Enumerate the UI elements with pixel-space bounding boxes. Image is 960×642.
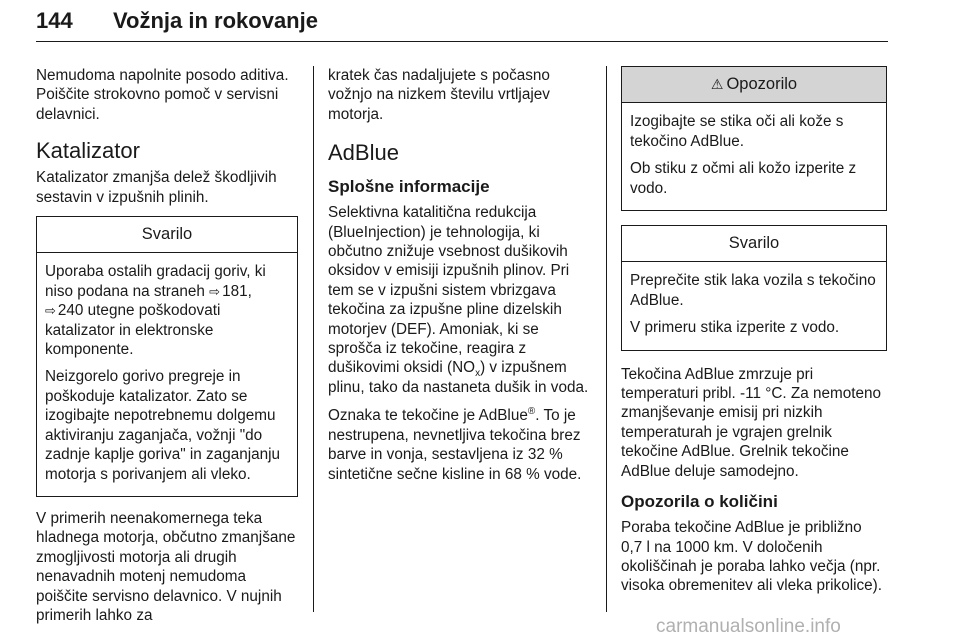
watermark: carmanualsonline.info <box>656 616 841 637</box>
svarilo-paragraph-1 <box>45 262 289 359</box>
column-divider-1 <box>313 66 314 612</box>
adblue-paragraph-1 <box>328 203 594 397</box>
adblue-p1-b: ) v izpušnem plinu, tako da nastaneta dušik in voda. <box>328 359 589 396</box>
page-number: 144 <box>36 8 73 33</box>
svarilo-box-2-title: Svarilo <box>622 226 886 262</box>
registered-mark: ® <box>527 406 536 418</box>
opozorilo-box-title <box>622 67 886 103</box>
page-ref-240[interactable]: 240 utegne poškodovati katalizator in elektronske komponente. <box>45 302 221 359</box>
column-divider-2 <box>606 66 607 612</box>
heading-katalizator: Katalizator <box>36 138 140 164</box>
freeze-paragraph: Tekočina AdBlue zmrzuje pri temperaturi pribl. -11 °C. Za nemoteno zmanjševanje emisij pri nizkih temperaturah je vgrajen grelnik tekočine AdBlue. Grelnik tekočine AdBlue deluje samodejno. <box>621 365 882 480</box>
opozorilo-box-body <box>622 103 886 210</box>
svarilo-2-paragraph-2: V primeru stika izperite z vodo. <box>630 319 840 337</box>
svarilo-box <box>36 216 298 497</box>
adblue-paragraph-2 <box>328 406 594 484</box>
opozorilo-paragraph-2: Ob stiku z očmi ali kožo izperite z vodo. <box>630 160 857 197</box>
subheading-splosne: Splošne informacije <box>328 177 490 197</box>
svarilo-box-2 <box>621 225 887 351</box>
page-reference-icon[interactable]: ⇨ <box>45 303 56 319</box>
svarilo-box-title: Svarilo <box>37 217 297 253</box>
opozorilo-box <box>621 66 887 211</box>
intro-paragraph: Nemudoma napolnite posodo aditiva. Poiščite strokovno pomoč v servisni delavnici. <box>36 67 289 123</box>
column-left <box>36 66 298 634</box>
opozorilo-title-text: Opozorilo <box>726 75 798 93</box>
header-rule <box>36 41 888 42</box>
warning-triangle-icon: ⚠ <box>710 76 724 92</box>
page-reference-icon[interactable]: ⇨ <box>209 283 221 299</box>
continuation-paragraph: kratek čas nadaljujete s počasno vožnjo na nizkem številu vrtljajev motorja. <box>328 67 550 123</box>
subscript-x: x <box>475 368 481 380</box>
adblue-p2-a: Oznaka te tekočine je AdBlue <box>328 407 528 425</box>
consumption-paragraph: Poraba tekočine AdBlue je približno 0,7 l na 1000 km. V določenih okoliščinah je poraba lahko večja (npr. visoka obremenitev ali vleka prikolice). <box>621 519 883 595</box>
page-header <box>36 6 888 44</box>
opozorilo-paragraph-1: Izogibajte se stika oči ali kože s tekočino AdBlue. <box>630 113 844 150</box>
heading-adblue: AdBlue <box>328 140 399 166</box>
column-right <box>621 66 887 605</box>
svarilo-text-a: Uporaba ostalih gradacij goriv, ki niso podana na straneh <box>45 263 266 300</box>
adblue-p1-a: Selektivna katalitična redukcija (BlueInjection) je tehnologija, ki občutno znižuje vsebnost dušikovih oksidov v emisiji izpušnih plinov. Pri tem se v izpušni sistem vbrizgava tekočina za izpušne pline dizelskih motorjev (DEF). Amoniak, ki se sprošča iz tekočine, reagira z dušikovimi oksidi (NO <box>328 204 570 377</box>
svarilo-2-paragraph-1: Preprečite stik laka vozila s tekočino AdBlue. <box>630 272 876 309</box>
subheading-opozorila: Opozorila o količini <box>621 492 778 512</box>
adblue-p2-b: . To je nestrupena, nevnetljiva tekočina brez barve in vonja, sestavljena iz 32 % sintetične sečne kisline in 68 % vode. <box>328 407 582 483</box>
svarilo-box-body <box>37 253 297 495</box>
svarilo-box-2-body <box>622 262 886 349</box>
svarilo-paragraph-2: Neizgorelo gorivo pregreje in poškoduje katalizator. Zato se izogibajte nepotrebnemu dolgemu aktiviranju zaganjača, vožnji "do zadnje kaplje goriva" in zaganjanju motorja s porivanjem ali vleko. <box>45 368 281 483</box>
after-box-paragraph: V primerih neenakomernega teka hladnega motorja, občutno zmanjšane zmogljivosti motorja ali drugih nenavadnih motenj nemudoma poiščite servisno delavnico. V nujnih primerih lahko za <box>36 509 296 624</box>
page-ref-181[interactable]: 181, <box>222 282 252 300</box>
katalizator-paragraph: Katalizator zmanjša delež škodljivih sestavin v izpušnih plinih. <box>36 169 277 206</box>
column-middle <box>328 66 594 493</box>
page-title: Vožnja in rokovanje <box>113 8 318 33</box>
